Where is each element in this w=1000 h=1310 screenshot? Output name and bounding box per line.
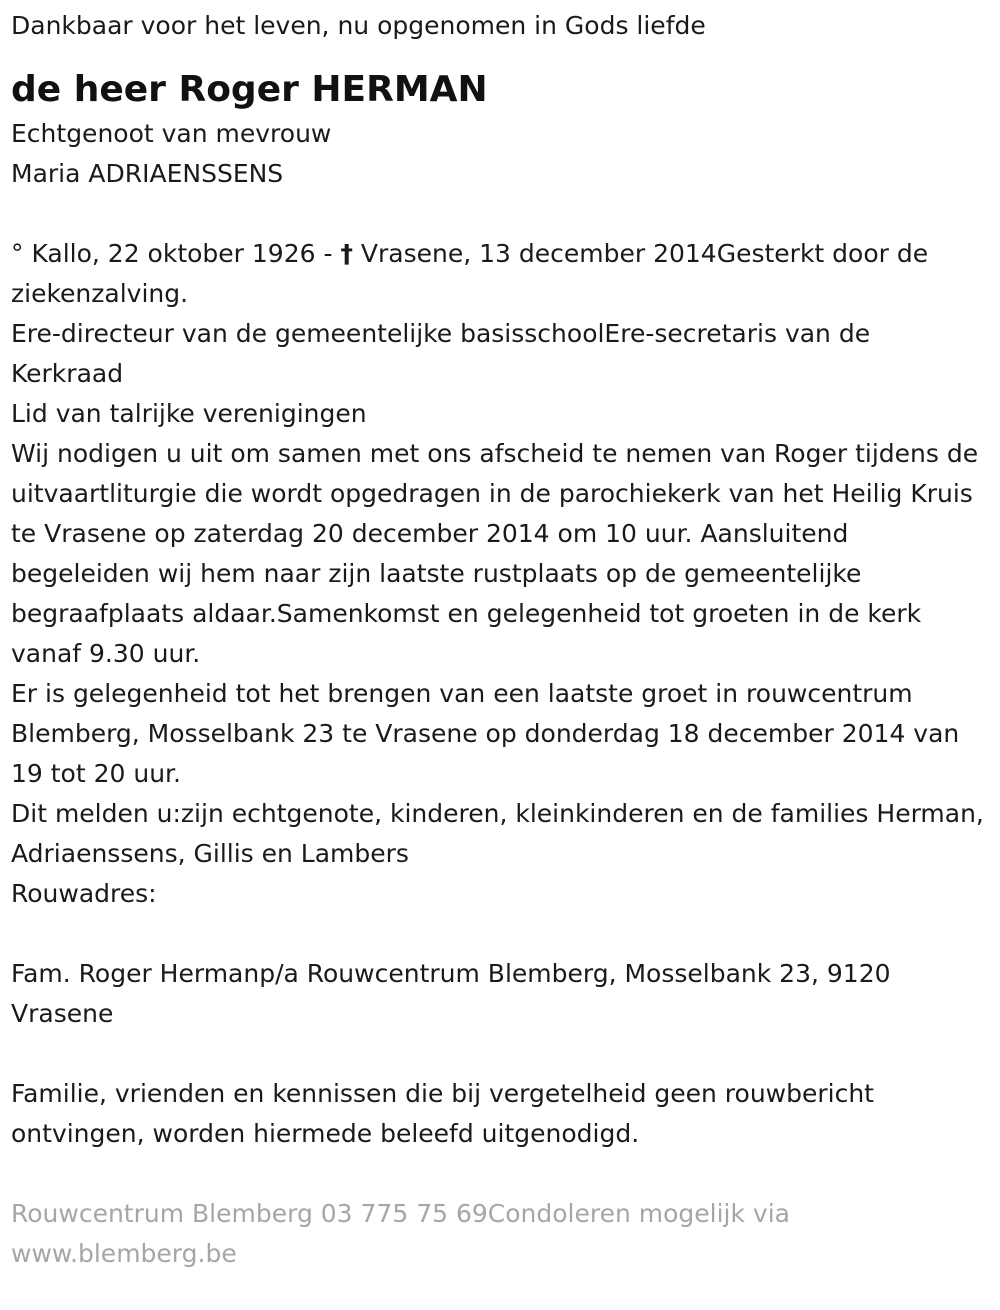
life-dates [11,234,990,314]
funeral-home-footer: Rouwcentrum Blemberg 03 775 75 69Condoleren mogelijk via www.blemberg.be [11,1199,790,1268]
spouse-block [11,114,990,194]
role-item: Ere-directeur van de gemeentelijke basisschoolEre-secretaris van de Kerkraad [11,319,871,388]
cross-icon: † [340,239,353,268]
intro-text: Dankbaar voor het leven, nu opgenomen in Gods liefde [11,11,706,40]
death-info: Vrasene, 13 december 2014Gesterkt door de ziekenzalving. [11,239,929,308]
visitation-info: Er is gelegenheid tot het brengen van een laatste groet in rouwcentrum Blemberg, Mosselbank 23 te Vrasene op donderdag 18 december 2014 van 19 tot 20 uur. [11,679,960,788]
funeral-invitation: Wij nodigen u uit om samen met ons afscheid te nemen van Roger tijdens de uitvaartliturgie die wordt opgedragen in de parochiekerk van het Heilig Kruis te Vrasene op zaterdag 20 december 2014 om 10 uur. Aansluitend begeleiden wij hem naar zijn laatste rustplaats op de gemeentelijke begraafplaats aldaar.Samenkomst en gelegenheid tot groeten in de kerk vanaf 9.30 uur. [11,439,979,668]
spouse-relation: Echtgenoot van mevrouw [11,119,332,148]
spouse-name: Maria ADRIAENSSENS [11,159,284,188]
obituary-body [11,234,990,1154]
announcers: Dit melden u:zijn echtgenote, kinderen, kleinkinderen en de families Herman, Adriaenssens, Gillis en Lambers [11,799,984,868]
role-item: Lid van talrijke verenigingen [11,399,367,428]
invitation-note: Familie, vrienden en kennissen die bij vergetelheid geen rouwbericht ontvingen, worden hiermede beleefd uitgenodigd. [11,1079,874,1148]
mourning-address-label: Rouwadres: [11,879,157,908]
deceased-name: de heer Roger HERMAN [11,69,488,110]
spacer [11,1034,990,1074]
spacer [11,914,990,954]
mourning-address: Fam. Roger Hermanp/a Rouwcentrum Blemberg, Mosselbank 23, 9120 Vrasene [11,959,891,1028]
birth-info: ° Kallo, 22 oktober 1926 - [11,239,341,268]
